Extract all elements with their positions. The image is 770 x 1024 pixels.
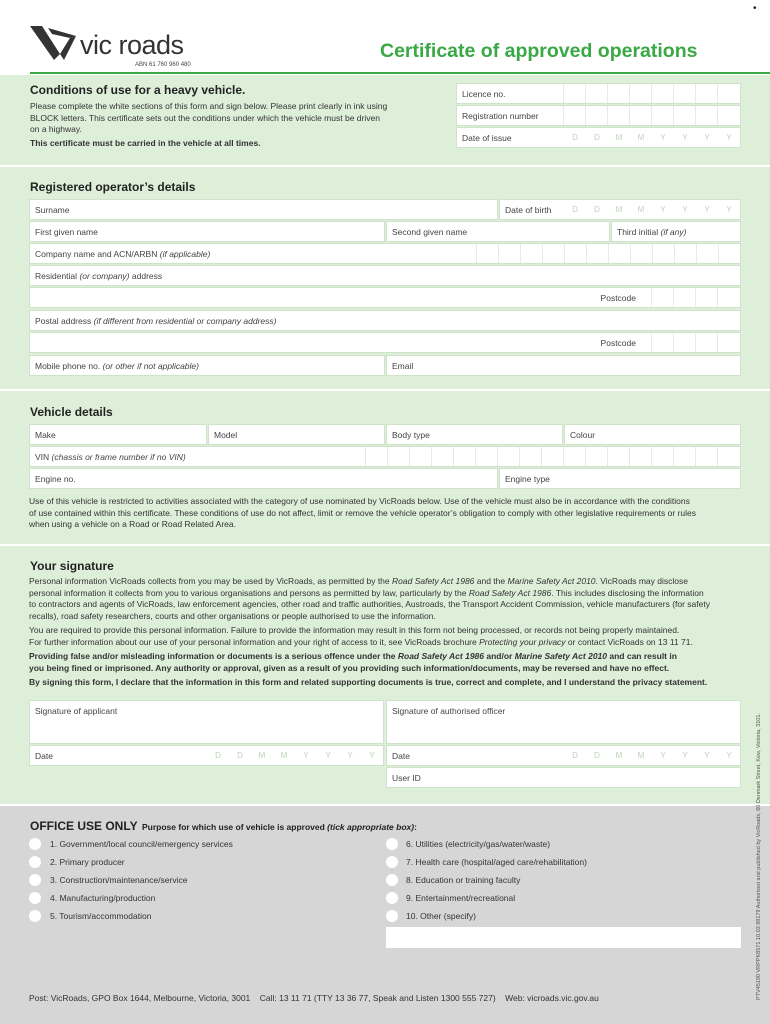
purpose-6-radio[interactable] xyxy=(386,838,398,850)
registration-field[interactable]: Registration number xyxy=(456,105,741,126)
footer-contact: Post: VicRoads, GPO Box 1644, Melbourne, Victoria, 3001 Call: 13 11 71 (TTY 13 36 77, Speak and Listen 1300 555 727) Web: vicroads.vic.gov.au xyxy=(29,993,599,1003)
purpose-4-radio[interactable] xyxy=(29,892,41,904)
purpose-2-label: 2. Primary producer xyxy=(50,857,125,867)
purpose-1-label: 1. Government/local council/emergency services xyxy=(50,839,233,849)
privacy-text: Personal information VicRoads collects from you may be used by VicRoads, as permitted by the Road Safety Act 1986 and the Marine Safety Act 2010. VicRoads may disclose personal information it collects from you to various organisations and persons as permitted by law, particularly by the Road Safety Act 1986. This includes disclosing the information to contractors and agents of VicRoads, law enforcement agencies, other road and traffic authorities, Austroads, the Transport Accident Commission, vehicle manufacturers (for safety recalls), road safety researchers, courts and other organisations or people authorised to use the information. You are required to provide this personal information. Failure to provide the information may result in this form not being processed, or records not being properly maintained. For further information about our use of your personal information and your right of access to it, see VicRoads brochure Protecting your privacy or contact VicRoads on 13 11 71. Providing false and/or misleading information or documents is a serious offence under the Road Safety Act 1986 and/or Marine Safety Act 2010 and can result in you being fined or imprisoned. Any authority or approval, given as a result of you providing such information/documents, may be reversed and have no effect. By signing this form, I declare that the information in this form and related supporting documents is true, correct and complete, and I understand the privacy statement. xyxy=(29,576,710,687)
purpose-10-label: 10. Other (specify) xyxy=(406,911,476,921)
applicant-date-chars: D D M M Y Y Y Y xyxy=(215,751,375,760)
company-boxes xyxy=(476,244,740,263)
dob-field[interactable]: Date of birth xyxy=(499,199,741,220)
vin-boxes xyxy=(365,447,739,466)
purpose-2-radio[interactable] xyxy=(29,856,41,868)
purpose-3-label: 3. Construction/maintenance/service xyxy=(50,875,188,885)
make-field[interactable]: Make xyxy=(29,424,207,445)
applicant-date-field[interactable]: Date xyxy=(29,745,384,766)
logo-mark-icon xyxy=(30,24,78,62)
purpose-8-label: 8. Education or training faculty xyxy=(406,875,521,885)
signature-heading: Your signature xyxy=(30,559,114,573)
residential-line2-field[interactable]: Postcode xyxy=(29,287,741,308)
purpose-9-radio[interactable] xyxy=(386,892,398,904)
page-title: Certificate of approved operations xyxy=(380,40,698,62)
postal-field[interactable]: Postal address (if different from residential or company address) xyxy=(29,310,741,331)
licence-no-field[interactable]: Licence no. xyxy=(456,83,741,104)
postal-line2-field[interactable]: Postcode xyxy=(29,332,741,353)
title-rule xyxy=(30,72,770,74)
officer-date-chars: D D M M Y Y Y Y xyxy=(572,751,732,760)
vin-field[interactable]: VIN (chassis or frame number if no VIN) xyxy=(29,446,741,467)
officer-signature-field[interactable]: Signature of authorised officer xyxy=(386,700,741,744)
purpose-3-radio[interactable] xyxy=(29,874,41,886)
operator-heading: Registered operator’s details xyxy=(30,180,196,194)
purpose-10-radio[interactable] xyxy=(386,910,398,922)
date-of-issue-chars: D D M M Y Y Y Y xyxy=(572,133,732,142)
officer-date-field[interactable]: Date xyxy=(386,745,741,766)
engine-no-field[interactable]: Engine no. xyxy=(29,468,498,489)
licence-boxes xyxy=(563,84,739,103)
model-field[interactable]: Model xyxy=(208,424,385,445)
first-name-field[interactable]: First given name xyxy=(29,221,385,242)
logo-text: vic roads xyxy=(80,30,184,60)
body-type-field[interactable]: Body type xyxy=(386,424,563,445)
company-field[interactable]: Company name and ACN/ARBN (if applicable) xyxy=(29,243,741,264)
purpose-5-radio[interactable] xyxy=(29,910,41,922)
registration-boxes xyxy=(563,106,739,125)
date-of-issue-field[interactable]: Date of issue xyxy=(456,127,741,148)
purpose-label: Purpose for which use of vehicle is approved (tick appropriate box): xyxy=(142,822,417,832)
engine-type-field[interactable]: Engine type xyxy=(499,468,741,489)
third-initial-field[interactable]: Third initial (if any) xyxy=(611,221,741,242)
vicroads-logo xyxy=(30,24,210,72)
postcode-boxes xyxy=(651,288,739,307)
mobile-field[interactable]: Mobile phone no. (or other if not applicable) xyxy=(29,355,385,376)
office-heading: OFFICE USE ONLY xyxy=(30,819,138,833)
purpose-6-label: 6. Utilities (electricity/gas/water/waste) xyxy=(406,839,551,849)
colour-field[interactable]: Colour xyxy=(564,424,741,445)
surname-field[interactable]: Surname xyxy=(29,199,498,220)
postal-postcode-boxes xyxy=(651,333,739,352)
dob-chars: D D M M Y Y Y Y xyxy=(572,205,732,214)
vehicle-heading: Vehicle details xyxy=(30,405,113,419)
purpose-1-radio[interactable] xyxy=(29,838,41,850)
purpose-4-label: 4. Manufacturing/production xyxy=(50,893,156,903)
user-id-field[interactable]: User ID xyxy=(386,767,741,788)
purpose-7-label: 7. Health care (hospital/aged care/rehabilitation) xyxy=(406,857,587,867)
abn-text: ABN 61 760 960 480 xyxy=(135,62,191,68)
other-specify-input[interactable] xyxy=(386,927,741,948)
conditions-text: Please complete the white sections of this form and sign below. Please print clearly in ink using BLOCK letters. This certificate sets out the conditions under which the vehicle must be driven on a highway. This certificate must be carried in the vehicle at all times. xyxy=(30,101,388,148)
email-field[interactable]: Email xyxy=(386,355,741,376)
purpose-9-label: 9. Entertainment/recreational xyxy=(406,893,516,903)
conditions-heading: Conditions of use for a heavy vehicle. xyxy=(30,83,246,97)
vehicle-note: Use of this vehicle is restricted to activities associated with the category of use nominated by VicRoads below. Use of the vehicle must also be in accordance with the conditions of use contained within this certificate. These conditions of use do not affect, limit or remove the vehicle operator’s obligation to comply with other legislative requirements or rules when using a vehicle on a Road or Road Related Area. xyxy=(29,496,696,529)
purpose-7-radio[interactable] xyxy=(386,856,398,868)
applicant-signature-field[interactable]: Signature of applicant xyxy=(29,700,384,744)
purpose-8-radio[interactable] xyxy=(386,874,398,886)
bullet-dot: • xyxy=(753,3,757,14)
purpose-5-label: 5. Tourism/accommodation xyxy=(50,911,152,921)
residential-field[interactable]: Residential (or company) address xyxy=(29,265,741,286)
second-name-field[interactable]: Second given name xyxy=(386,221,610,242)
side-print-code: PTV45190 VRPPK8571 10.03 88179 Authorised and published by VicRoads, 60 Denmark Street, Kew, Victoria, 3101. xyxy=(756,713,762,1000)
